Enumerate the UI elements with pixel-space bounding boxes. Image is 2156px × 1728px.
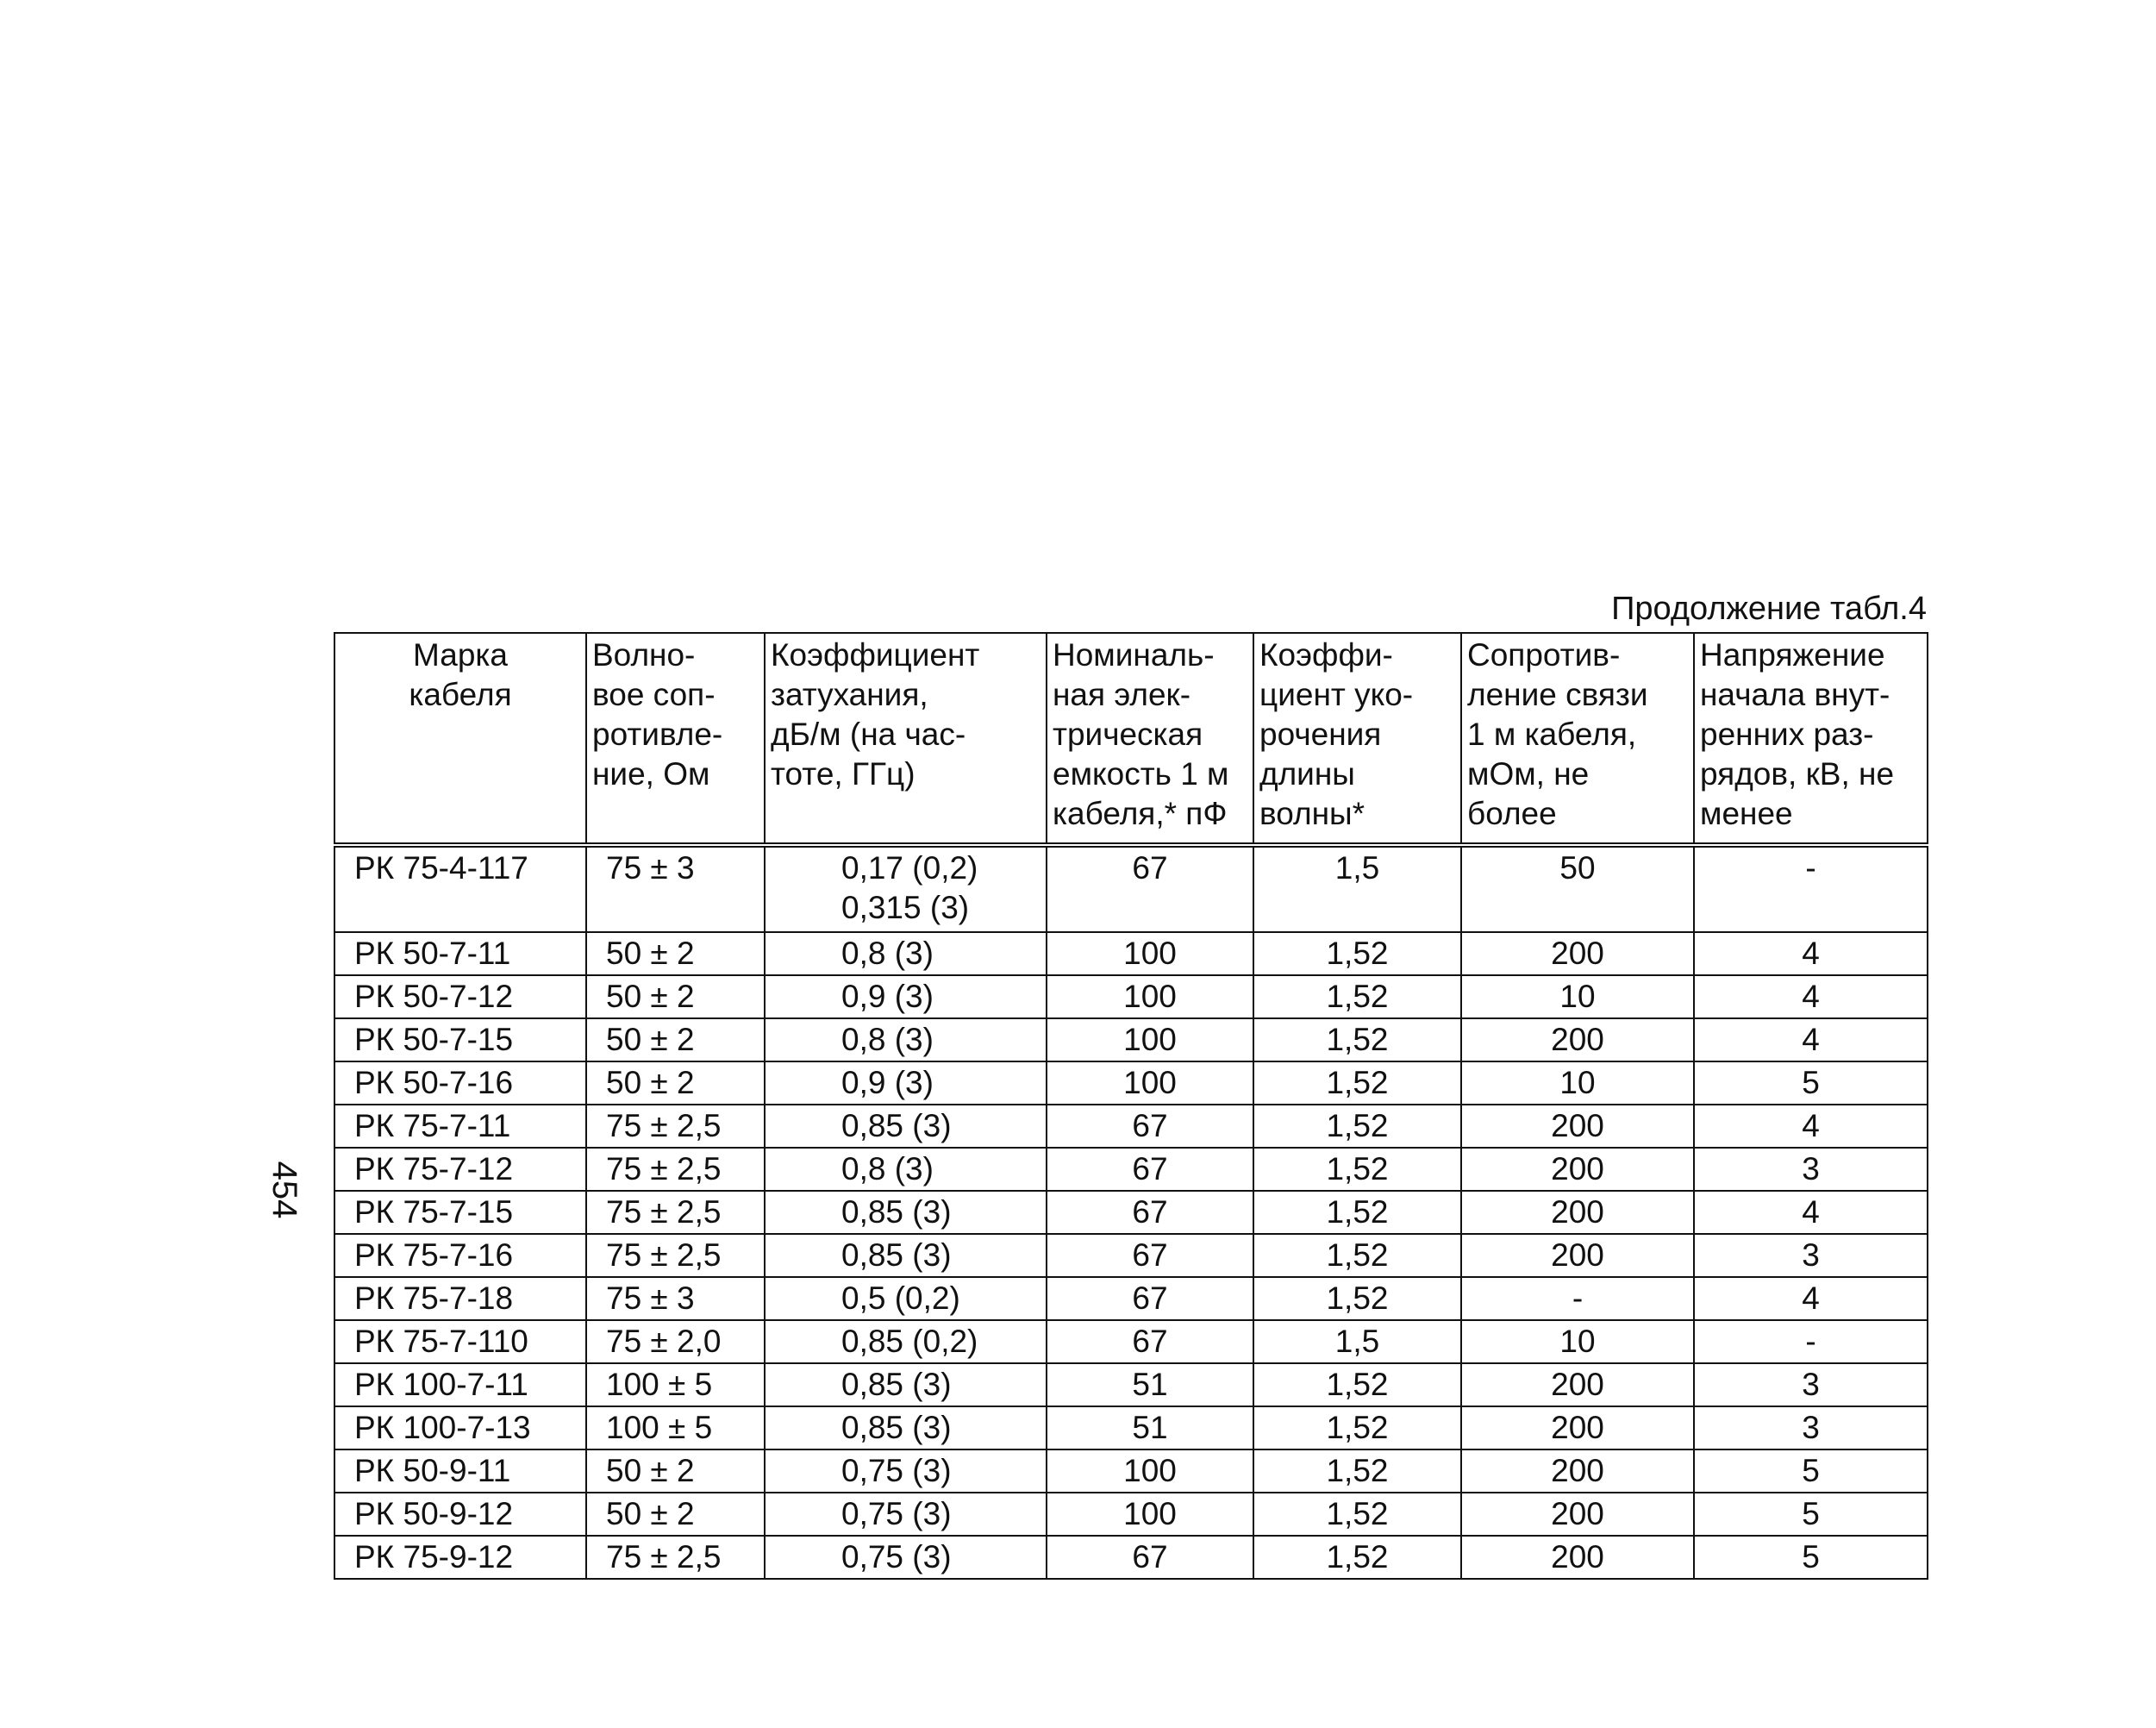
cell-capacitance: 67 — [1047, 1105, 1253, 1148]
cell-capacitance: 51 — [1047, 1406, 1253, 1449]
cell-shortening-factor: 1,5 — [1253, 845, 1461, 932]
attenuation-value: 0,9 (3) — [841, 1065, 934, 1100]
attenuation-value: 0,75 (3) — [841, 1453, 952, 1488]
cell-cable-mark: РК 50-9-11 — [334, 1449, 586, 1493]
table-row — [334, 845, 1928, 932]
header-coupling-resistance — [1461, 633, 1694, 845]
header-line: емкость 1 м — [1053, 756, 1229, 792]
cell-cable-mark: РК 50-7-12 — [334, 975, 586, 1018]
cell-wave-impedance: 50 ± 2 — [586, 1449, 765, 1493]
cell-cable-mark: РК 50-7-16 — [334, 1061, 586, 1105]
cell-attenuation — [765, 1406, 1047, 1449]
table-row — [334, 1320, 1928, 1363]
attenuation-value: 0,85 (0,2) — [841, 1324, 978, 1359]
cell-attenuation — [765, 1191, 1047, 1234]
cell-discharge-voltage: 3 — [1694, 1406, 1928, 1449]
table-row — [334, 932, 1928, 975]
cell-attenuation — [765, 1449, 1047, 1493]
cell-discharge-voltage: 3 — [1694, 1363, 1928, 1406]
header-line: рядов, кВ, не — [1700, 756, 1895, 792]
cell-coupling-resistance: 200 — [1461, 1449, 1694, 1493]
cell-shortening-factor: 1,52 — [1253, 1148, 1461, 1191]
attenuation-value: 0,85 (3) — [841, 1194, 952, 1230]
cell-attenuation — [765, 1536, 1047, 1579]
table-row — [334, 975, 1928, 1018]
cell-shortening-factor: 1,52 — [1253, 1191, 1461, 1234]
cell-attenuation — [765, 1105, 1047, 1148]
header-line: Коэффи- — [1259, 637, 1393, 673]
cell-coupling-resistance: 200 — [1461, 1191, 1694, 1234]
header-line: более — [1467, 796, 1557, 831]
cell-attenuation — [765, 975, 1047, 1018]
cell-wave-impedance: 75 ± 2,5 — [586, 1191, 765, 1234]
cell-wave-impedance: 75 ± 2,5 — [586, 1105, 765, 1148]
header-line: затухания, — [771, 677, 928, 712]
cell-shortening-factor: 1,52 — [1253, 1277, 1461, 1320]
header-capacitance — [1047, 633, 1253, 845]
header-line: циент уко- — [1259, 677, 1414, 712]
header-shortening-factor — [1253, 633, 1461, 845]
cell-capacitance: 51 — [1047, 1363, 1253, 1406]
header-line: волны* — [1259, 796, 1365, 831]
header-line: Коэффициент — [771, 637, 980, 673]
header-line: длины — [1259, 756, 1355, 792]
cell-shortening-factor: 1,52 — [1253, 1018, 1461, 1061]
attenuation-value: 0,8 (3) — [841, 936, 934, 971]
cell-capacitance: 100 — [1047, 932, 1253, 975]
cell-cable-mark: РК 100-7-13 — [334, 1406, 586, 1449]
cell-capacitance: 100 — [1047, 1493, 1253, 1536]
cell-shortening-factor: 1,52 — [1253, 1406, 1461, 1449]
cell-capacitance: 100 — [1047, 1018, 1253, 1061]
cell-discharge-voltage: 5 — [1694, 1061, 1928, 1105]
cell-discharge-voltage: 4 — [1694, 1105, 1928, 1148]
cell-wave-impedance: 75 ± 3 — [586, 845, 765, 932]
header-line: дБ/м (на час- — [771, 717, 966, 752]
cell-cable-mark: РК 75-7-11 — [334, 1105, 586, 1148]
header-line: мОм, не — [1467, 756, 1590, 792]
cable-specs-table — [334, 632, 1928, 1580]
cell-discharge-voltage: 5 — [1694, 1493, 1928, 1536]
header-line: тоте, ГГц) — [771, 756, 916, 792]
cell-shortening-factor: 1,52 — [1253, 1105, 1461, 1148]
cell-discharge-voltage: - — [1694, 1320, 1928, 1363]
cell-wave-impedance: 75 ± 2,5 — [586, 1234, 765, 1277]
table-row — [334, 1148, 1928, 1191]
cell-capacitance: 100 — [1047, 1061, 1253, 1105]
header-discharge-voltage — [1694, 633, 1928, 845]
cell-attenuation — [765, 1018, 1047, 1061]
cell-wave-impedance: 75 ± 3 — [586, 1277, 765, 1320]
attenuation-value: 0,8 (3) — [841, 1151, 934, 1186]
cell-cable-mark: РК 75-7-110 — [334, 1320, 586, 1363]
header-wave-impedance — [586, 633, 765, 845]
header-line: Сопротив- — [1467, 637, 1621, 673]
cell-capacitance: 67 — [1047, 1536, 1253, 1579]
cell-attenuation — [765, 1277, 1047, 1320]
attenuation-value: 0,5 (0,2) — [841, 1280, 960, 1316]
header-line: Марка — [413, 637, 508, 673]
header-line: начала внут- — [1700, 677, 1890, 712]
cell-attenuation — [765, 1234, 1047, 1277]
table-row — [334, 1234, 1928, 1277]
attenuation-value: 0,315 (3) — [841, 890, 970, 925]
cell-attenuation — [765, 1493, 1047, 1536]
page-number: 454 — [266, 1161, 303, 1219]
header-line: 1 м кабеля, — [1467, 717, 1637, 752]
cell-discharge-voltage: 4 — [1694, 1018, 1928, 1061]
cell-coupling-resistance: 200 — [1461, 1363, 1694, 1406]
cell-attenuation — [765, 1061, 1047, 1105]
cell-discharge-voltage: 4 — [1694, 1191, 1928, 1234]
cell-discharge-voltage: 3 — [1694, 1234, 1928, 1277]
header-line: ротивле- — [592, 717, 723, 752]
header-line: Напряжение — [1700, 637, 1885, 673]
cell-wave-impedance: 50 ± 2 — [586, 1018, 765, 1061]
cell-attenuation — [765, 1148, 1047, 1191]
attenuation-value: 0,17 (0,2) — [841, 850, 978, 886]
cell-coupling-resistance: 10 — [1461, 1320, 1694, 1363]
attenuation-value: 0,85 (3) — [841, 1108, 952, 1143]
cell-coupling-resistance: 200 — [1461, 1406, 1694, 1449]
header-line: ренних раз- — [1700, 717, 1874, 752]
cell-wave-impedance: 50 ± 2 — [586, 975, 765, 1018]
header-line: кабеля — [409, 677, 512, 712]
cell-discharge-voltage: 4 — [1694, 1277, 1928, 1320]
cell-coupling-resistance: 10 — [1461, 975, 1694, 1018]
cell-cable-mark: РК 50-7-15 — [334, 1018, 586, 1061]
table-row — [334, 1191, 1928, 1234]
attenuation-value: 0,75 (3) — [841, 1496, 952, 1531]
cell-discharge-voltage: 5 — [1694, 1536, 1928, 1579]
cell-attenuation — [765, 1363, 1047, 1406]
table-row — [334, 1536, 1928, 1579]
header-line: вое соп- — [592, 677, 716, 712]
cell-shortening-factor: 1,52 — [1253, 1061, 1461, 1105]
attenuation-value: 0,85 (3) — [841, 1237, 952, 1273]
header-line: трическая — [1053, 717, 1203, 752]
header-cable-mark — [334, 633, 586, 845]
header-line: ная элек- — [1053, 677, 1191, 712]
header-line: Номиналь- — [1053, 637, 1215, 673]
header-line: ние, Ом — [592, 756, 710, 792]
cell-shortening-factor: 1,52 — [1253, 1363, 1461, 1406]
cell-coupling-resistance: 200 — [1461, 1493, 1694, 1536]
cell-wave-impedance: 100 ± 5 — [586, 1363, 765, 1406]
table-row — [334, 1105, 1928, 1148]
cell-wave-impedance: 50 ± 2 — [586, 932, 765, 975]
cell-capacitance: 67 — [1047, 845, 1253, 932]
cell-coupling-resistance: 200 — [1461, 1234, 1694, 1277]
attenuation-value: 0,85 (3) — [841, 1410, 952, 1445]
header-line: рочения — [1259, 717, 1382, 752]
cell-coupling-resistance: 50 — [1461, 845, 1694, 932]
attenuation-value: 0,75 (3) — [841, 1539, 952, 1575]
table-row — [334, 1363, 1928, 1406]
cell-cable-mark: РК 75-4-117 — [334, 845, 586, 932]
cell-shortening-factor: 1,52 — [1253, 975, 1461, 1018]
table-caption: Продолжение табл.4 — [1611, 591, 1927, 627]
cell-capacitance: 67 — [1047, 1148, 1253, 1191]
table-row — [334, 1061, 1928, 1105]
cell-wave-impedance: 75 ± 2,0 — [586, 1320, 765, 1363]
cell-cable-mark: РК 75-7-15 — [334, 1191, 586, 1234]
cell-coupling-resistance: 200 — [1461, 932, 1694, 975]
table-row — [334, 1277, 1928, 1320]
header-line: менее — [1700, 796, 1793, 831]
cell-wave-impedance: 50 ± 2 — [586, 1493, 765, 1536]
cell-wave-impedance: 75 ± 2,5 — [586, 1536, 765, 1579]
cell-coupling-resistance: 200 — [1461, 1018, 1694, 1061]
table-row — [334, 1493, 1928, 1536]
cell-capacitance: 100 — [1047, 975, 1253, 1018]
cell-attenuation — [765, 1320, 1047, 1363]
cell-coupling-resistance: 200 — [1461, 1148, 1694, 1191]
cell-shortening-factor: 1,52 — [1253, 1536, 1461, 1579]
cell-cable-mark: РК 50-9-12 — [334, 1493, 586, 1536]
table-row — [334, 1018, 1928, 1061]
cell-attenuation — [765, 845, 1047, 932]
cell-capacitance: 100 — [1047, 1449, 1253, 1493]
cell-coupling-resistance: 10 — [1461, 1061, 1694, 1105]
header-row — [334, 633, 1928, 845]
cell-shortening-factor: 1,5 — [1253, 1320, 1461, 1363]
cell-capacitance: 67 — [1047, 1277, 1253, 1320]
cell-capacitance: 67 — [1047, 1191, 1253, 1234]
cell-discharge-voltage: 3 — [1694, 1148, 1928, 1191]
cell-cable-mark: РК 100-7-11 — [334, 1363, 586, 1406]
cell-coupling-resistance: 200 — [1461, 1105, 1694, 1148]
cell-cable-mark: РК 50-7-11 — [334, 932, 586, 975]
cell-capacitance: 67 — [1047, 1234, 1253, 1277]
cell-wave-impedance: 75 ± 2,5 — [586, 1148, 765, 1191]
header-attenuation — [765, 633, 1047, 845]
cell-discharge-voltage: 4 — [1694, 975, 1928, 1018]
cell-wave-impedance: 100 ± 5 — [586, 1406, 765, 1449]
cell-discharge-voltage: 5 — [1694, 1449, 1928, 1493]
header-line: ление связи — [1467, 677, 1648, 712]
cell-cable-mark: РК 75-7-18 — [334, 1277, 586, 1320]
header-line: кабеля,* пФ — [1053, 796, 1228, 831]
attenuation-value: 0,85 (3) — [841, 1367, 952, 1402]
cell-capacitance: 67 — [1047, 1320, 1253, 1363]
table-row — [334, 1449, 1928, 1493]
cell-wave-impedance: 50 ± 2 — [586, 1061, 765, 1105]
attenuation-value: 0,9 (3) — [841, 979, 934, 1014]
cell-discharge-voltage: 4 — [1694, 932, 1928, 975]
table-body — [334, 845, 1928, 1579]
cell-attenuation — [765, 932, 1047, 975]
cell-cable-mark: РК 75-7-12 — [334, 1148, 586, 1191]
table-row — [334, 1406, 1928, 1449]
cell-shortening-factor: 1,52 — [1253, 1449, 1461, 1493]
cell-shortening-factor: 1,52 — [1253, 932, 1461, 975]
cell-discharge-voltage: - — [1694, 845, 1928, 932]
cell-cable-mark: РК 75-9-12 — [334, 1536, 586, 1579]
cell-shortening-factor: 1,52 — [1253, 1493, 1461, 1536]
header-line: Волно- — [592, 637, 696, 673]
cell-shortening-factor: 1,52 — [1253, 1234, 1461, 1277]
cell-coupling-resistance: - — [1461, 1277, 1694, 1320]
cell-coupling-resistance: 200 — [1461, 1536, 1694, 1579]
cell-cable-mark: РК 75-7-16 — [334, 1234, 586, 1277]
attenuation-value: 0,8 (3) — [841, 1022, 934, 1057]
